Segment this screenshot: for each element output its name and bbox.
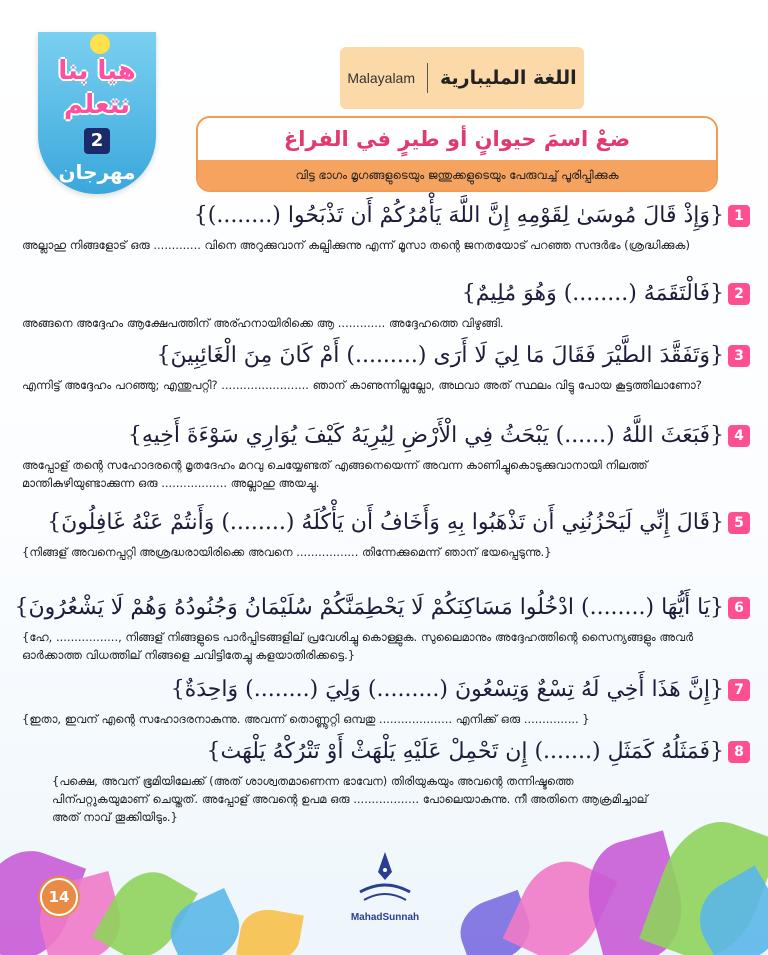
question-arabic-text: {قَالَ إِنِّي لَيَحْزُنُنِي أَن تَذْهَبُوا بِهِ وَأَخَافُ أَن يَأْكُلَهُ (........) وَأَنتُمْ عَنْهُ غَافِلُونَ} (47, 510, 724, 535)
language-english: Malayalam (347, 70, 416, 86)
question-malayalam: അങ്ങനെ അദ്ദേഹം ആക്ഷേപത്തിന് അര്ഹനായിരിക്കെ ആ ............. അദ്ദേഹത്തെ വിഴുങ്ങി. (22, 316, 504, 330)
page-number: 14 (40, 878, 78, 916)
question-arabic (22, 198, 750, 234)
question-3 (22, 338, 750, 394)
question-1 (22, 198, 750, 254)
logo-subtitle: مهرجان (58, 160, 136, 184)
question-2 (22, 276, 750, 332)
language-arabic: اللغة المليبارية (440, 67, 577, 89)
question-malayalam: എന്നിട്ട് അദ്ദേഹം പറഞ്ഞു; എന്തുപറ്റി? ........................ ഞാന് കാണുന്നില്ലല്ലോ, അഥവാ അത് സ്ഥലം വിട്ടു പോയ കൂട്ടത്തിലാണോ? (22, 378, 702, 392)
question-arabic-text: {فَبَعَثَ اللَّهُ (......) يَبْحَثُ فِي الْأَرْضِ لِيُرِيَهُ كَيْفَ يُوَارِي سَوْءَةَ أَخِيهِ} (127, 423, 724, 448)
question-arabic (22, 672, 750, 708)
lightbulb-icon (90, 34, 110, 54)
pen-nib-icon (340, 850, 430, 910)
question-malayalam: {നിങ്ങള് അവനെപ്പറ്റി അശ്രദ്ധരായിരിക്കെ അവനെ ................. തിന്നേക്കുമെന്ന് ഞാന് ഭയപ്പെടുന്നു.} (22, 545, 552, 559)
logo-volume-number: 2 (84, 128, 110, 154)
question-4 (22, 418, 750, 492)
question-number: 8 (728, 741, 750, 763)
question-malayalam: അല്ലാഹു നിങ്ങളോട് ഒരു ............. വിനെ അറുക്കുവാന് കല്പിക്കുന്നു എന്ന് മൂസാ തന്റെ ജനതയോട് പറഞ്ഞ സന്ദർഭം (ശ്രദ്ധിക്കുക) (22, 238, 690, 252)
question-7 (22, 672, 750, 728)
question-arabic (22, 505, 750, 541)
question-5 (22, 505, 750, 561)
question-number: 6 (728, 597, 750, 619)
question-6 (14, 590, 750, 664)
instruction-malayalam: വിട്ട ഭാഗം മൃഗങ്ങളുടെയും ജന്തുക്കളുടെയും പേരുവച്ച് പൂരിപ്പിക്കുക (198, 160, 716, 190)
question-number: 2 (728, 283, 750, 305)
question-number: 5 (728, 512, 750, 534)
book-logo (38, 32, 156, 194)
leaf-decoration (236, 905, 304, 955)
question-arabic-text: {وَإِذْ قَالَ مُوسَىٰ لِقَوْمِهِ إِنَّ اللَّهَ يَأْمُرُكُمْ أَن تَذْبَحُوا (........)} (193, 203, 724, 228)
question-malayalam: {ഇതാ, ഇവന് എന്റെ സഹോദരനാകുന്നു. അവന്ന് തൊണ്ണൂറ്റി ഒമ്പതു .................... എനിക്ക് ഒരു ............... } (22, 712, 590, 726)
question-arabic-text: {وَتَفَقَّدَ الطَّيْرَ فَقَالَ مَا لِيَ لَا أَرَى (.........) أَمْ كَانَ مِنَ الْغَائِبِينَ} (156, 343, 724, 368)
question-number: 3 (728, 345, 750, 367)
question-malayalam: അപ്പോള് തന്റെ സഹോദരന്റെ മൃതദേഹം മറവു ചെയ്യേണ്ടത് എങ്ങനെയെന്ന് അവന്ന കാണിച്ചുകൊടുക്കുവാനായി നിലത്ത് മാന്തികുഴിയുണ്ടാക്കുന്ന ഒരു .................. അല്ലാഹു അയച്ചു. (22, 458, 648, 490)
language-tag (340, 47, 584, 109)
instruction-arabic: ضعْ اسمَ حيوانٍ أو طيرٍ في الفراغ (198, 118, 716, 160)
question-number: 7 (728, 679, 750, 701)
question-arabic-text: {فَمَثَلُهُ كَمَثَلِ (.......) إِن تَحْمِلْ عَلَيْهِ يَلْهَثْ أَوْ تَتْرُكْهُ يَلْهَث} (206, 739, 724, 764)
question-arabic-text: {فَالْتَقَمَهُ (........) وَهُوَ مُلِيمٌ} (461, 281, 724, 306)
logo-title-line2: نتعلم (63, 90, 131, 120)
question-arabic (22, 276, 750, 312)
question-malayalam: {പക്ഷെ, അവന് ഭൂമിയിലേക്ക് (അത് ശാശ്വതമാണെന്ന ഭാവേന) തിരിയുകയും അവന്റെ തന്നിഷ്ടത്തെ പിന്പറ്റുകയുമാണ് ചെയ്തത്. അപ്പോള് അവന്റെ ഉപമ ഒരു .................. പോലെയാകുന്നു. നീ അതിനെ ആക്രമിച്ചാല് അത് നാവ് തൂക്കിയിടും.} (52, 774, 648, 824)
question-arabic-text: {إِنَّ هَذَا أَخِي لَهُ تِسْعٌ وَتِسْعُونَ (.........) وَلِيَ (........) وَاحِدَةٌ} (170, 677, 724, 702)
brand-name: MahadSunnah (350, 912, 420, 923)
logo-title-line1: هيا بنا (58, 56, 136, 86)
question-arabic (14, 590, 750, 626)
brand-logo (340, 850, 430, 930)
question-arabic (22, 418, 750, 454)
question-arabic-text: {يَا أَيُّهَا (........) ادْخُلُوا مَسَاكِنَكُمْ لَا يَحْطِمَنَّكُمْ سُلَيْمَانُ وَجُنُودُهُ وَهُمْ لَا يَشْعُرُونَ} (14, 595, 724, 620)
question-arabic (22, 338, 750, 374)
question-number: 4 (728, 425, 750, 447)
question-number: 1 (728, 205, 750, 227)
instruction-box (196, 116, 718, 192)
question-malayalam: {ഹേ, ................., നിങ്ങള് നിങ്ങളുടെ പാർപ്പിടങ്ങളില് പ്രവേശിച്ചു കൊള്ളുക. സുലൈമാനും അദ്ദേഹത്തിന്റെ സൈന്യങ്ങളും അവർ ഓർക്കാത്ത വിധത്തില് നിങ്ങളെ ചവിട്ടിതേച്ചു കളയാതിരിക്കട്ടെ.} (22, 630, 694, 662)
